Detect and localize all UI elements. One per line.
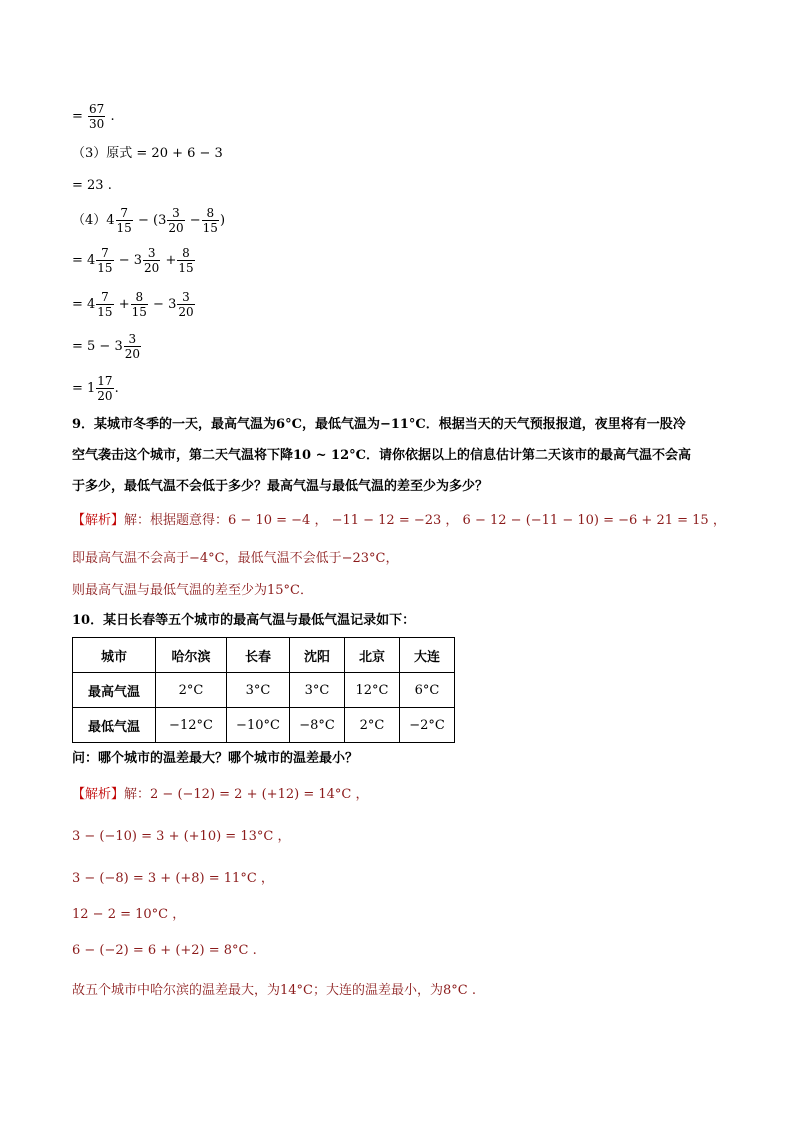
solution-step: 6 − (−2) = 6 + (+2) = 8°C . <box>72 943 257 958</box>
q9-line-3: 于多少，最低气温不会低于多少？最高气温与最低气温的差至少为多少？ <box>72 479 489 494</box>
table-row <box>73 673 455 708</box>
solution-step: 3 − (−10) = 3 + (+10) = 13°C ， <box>72 829 291 844</box>
equals-sign: = <box>72 109 83 124</box>
q9-answer-2: 则最高气温与最低气温的差至少为15°C． <box>72 583 313 598</box>
part-4-line-2: = 4 $\frac{7}{15}$ − 3 $\frac{3}{20}$ + $\frac{8}{15}$ <box>72 246 194 275</box>
table-cell: 6°C <box>400 673 455 708</box>
table-cell: 3°C <box>290 673 345 708</box>
part-3-expression: （3）原式 = 20 + 6 − 3 <box>72 146 223 161</box>
q10-analysis <box>72 787 368 803</box>
table-row-label: 最高气温 <box>73 673 156 708</box>
q9-answer-1: 即最高气温不会高于−4°C，最低气温不会低于−23°C， <box>72 551 399 566</box>
part-4-line-3: = 4 $\frac{7}{15}$ + $\frac{8}{15}$ − 3 $\frac{3}{20}$ <box>72 290 194 319</box>
solution-step: 12 − 2 = 10°C ， <box>72 907 186 922</box>
q9-line-1: 9．某城市冬季的一天，最高气温为6°C，最低气温为−11°C．根据当天的天气预报报道，夜里将有一股冷 <box>72 417 686 432</box>
solution-step: 3 − (−8) = 3 + (+8) = 11°C ， <box>72 871 274 886</box>
part-4-line-1: （4）4 $\frac{7}{15}$ − (3 $\frac{3}{20}$ − $\frac{8}{15}$ ) <box>72 206 226 235</box>
q10-conclusion: 故五个城市中哈尔滨的温差最大，为14°C；大连的温差最小，为8°C . <box>72 983 476 998</box>
table-cell: −12°C <box>156 708 227 743</box>
temperature-table <box>72 637 455 743</box>
analysis-tag: 【解析】 <box>72 513 125 528</box>
table-header-row <box>73 638 455 673</box>
result-line-67-30 <box>72 102 115 131</box>
table-header-cell: 大连 <box>400 638 455 673</box>
table-cell: −8°C <box>290 708 345 743</box>
solution-step: 解：2 − (−12) = 2 + (+12) = 14°C ， <box>124 787 369 802</box>
q9-analysis <box>72 513 726 529</box>
table-header-cell: 哈尔滨 <box>156 638 227 673</box>
analysis-tag: 【解析】 <box>72 787 125 802</box>
table-header-cell: 沈阳 <box>290 638 345 673</box>
table-header-cell: 长春 <box>227 638 290 673</box>
q10-question: 问：哪个城市的温差最大？哪个城市的温差最小？ <box>72 751 359 766</box>
table-header-cell: 城市 <box>73 638 156 673</box>
part-4-line-5: = 1 $\frac{17}{20}$ . <box>72 374 119 403</box>
table-row-label: 最低气温 <box>73 708 156 743</box>
part-4-line-4: = 5 − 3 $\frac{3}{20}$ <box>72 332 141 361</box>
table-cell: 3°C <box>227 673 290 708</box>
part-3-result: = 23 . <box>72 178 112 193</box>
table-cell: 2°C <box>345 708 400 743</box>
q9-line-2: 空气袭击这个城市，第二天气温将下降10 ~ 12°C．请你依据以上的信息估计第二天该市的最高气温不会高 <box>72 448 691 463</box>
analysis-text: 解：根据题意得：6 − 10 = −4 ， −11 − 12 = −23 ， 6 − 12 − (−11 − 10) = −6 + 21 = 15 ， <box>124 513 726 528</box>
fraction: $\frac{67}{30}$ <box>89 102 105 131</box>
table-cell: −10°C <box>227 708 290 743</box>
table-cell: 12°C <box>345 673 400 708</box>
table-row <box>73 708 455 743</box>
table-cell: −2°C <box>400 708 455 743</box>
period: . <box>110 109 115 124</box>
q10-title: 10．某日长春等五个城市的最高气温与最低气温记录如下： <box>72 613 416 628</box>
table-header-cell: 北京 <box>345 638 400 673</box>
table-cell: 2°C <box>156 673 227 708</box>
